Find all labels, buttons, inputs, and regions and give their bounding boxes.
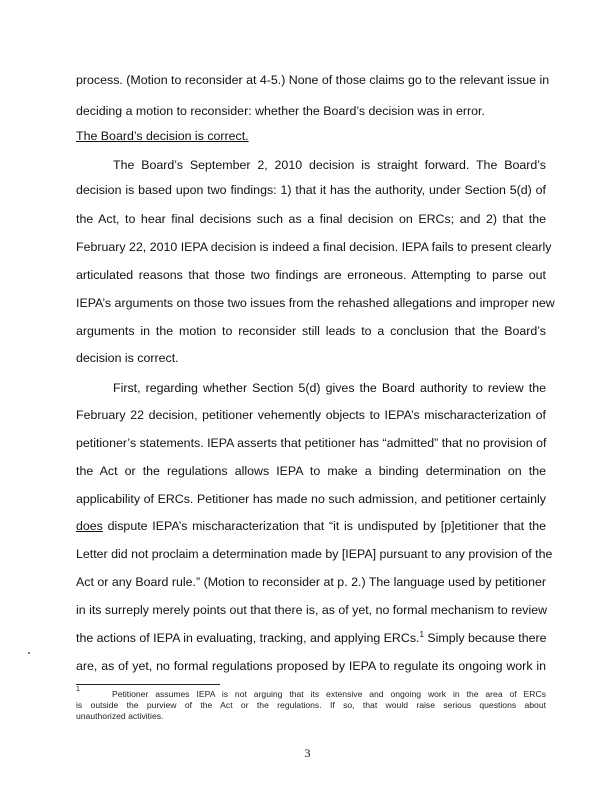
footnote-line: unauthorized activities.: [76, 711, 164, 721]
body-line: applicability of ERCs. Petitioner has made no such admission, and petitioner certainly: [76, 492, 546, 506]
body-line: Letter did not proclaim a determination made by [IEPA] pursuant to any provision of the: [76, 547, 553, 561]
scan-speck: [28, 652, 30, 654]
body-line: petitioner’s statements. IEPA asserts that petitioner has “admitted” that no provision of: [76, 436, 547, 450]
body-line: are, as of yet, no formal regulations proposed by IEPA to regulate its ongoing work in: [76, 659, 546, 673]
body-line: articulated reasons that those two findings are erroneous. Attempting to parse out: [76, 268, 546, 282]
page-number: 3: [304, 746, 311, 760]
footnote-marker: 1: [76, 686, 80, 693]
footnote-line: Petitioner assumes IEPA is not arguing that its extensive and ongoing work in the area of ERCs: [112, 689, 546, 699]
body-line: the Act, to hear final decisions such as a final decision on ERCs; and 2) that the: [76, 212, 546, 226]
body-line: the Act or the regulations allows IEPA to make a binding determination on the: [76, 464, 546, 478]
footnote-rule: [76, 684, 220, 685]
body-line: arguments in the motion to reconsider still leads to a conclusion that the Board’s: [76, 324, 546, 338]
body-line: process. (Motion to reconsider at 4-5.) None of those claims go to the relevant issue in: [76, 73, 550, 87]
body-line-text: Simply because there: [423, 631, 547, 645]
body-line-text: dispute IEPA’s mischaracterization that “it is undisputed by [p]etitioner that the: [102, 519, 546, 533]
body-line: The Board’s September 2, 2010 decision is straight forward. The Board’s: [113, 158, 546, 172]
body-line: decision is based upon two findings: 1) that it has the authority, under Section 5(d) of: [76, 183, 546, 197]
section-heading: The Board’s decision is correct.: [76, 129, 249, 143]
body-line: [76, 630, 546, 646]
body-line: decision is correct.: [76, 351, 179, 365]
body-line: Act or any Board rule.” (Motion to reconsider at p. 2.) The language used by petitioner: [76, 575, 546, 589]
body-line: February 22, 2010 IEPA decision is indeed a final decision. IEPA fails to present clearly: [76, 240, 552, 254]
footnote-line: is outside the purview of the Act or the regulations. If so, that would raise serious questions about: [76, 700, 546, 710]
footnote-reference: 1: [419, 629, 424, 639]
body-line: [76, 518, 546, 534]
body-line: deciding a motion to reconsider: whether the Board’s decision was in error.: [76, 104, 485, 118]
body-line-text: the actions of IEPA in evaluating, tracking, and applying ERCs.: [76, 631, 420, 645]
body-line: February 22 decision, petitioner vehemently objects to IEPA’s mischaracterization of: [76, 408, 546, 422]
body-line: IEPA’s arguments on those two issues from the rehashed allegations and improper new: [76, 296, 555, 310]
body-line: in its surreply merely points out that there is, as of yet, no formal mechanism to review: [76, 603, 548, 617]
body-line: First, regarding whether Section 5(d) gives the Board authority to review the: [113, 381, 546, 395]
emphasis-does: does: [76, 519, 103, 533]
